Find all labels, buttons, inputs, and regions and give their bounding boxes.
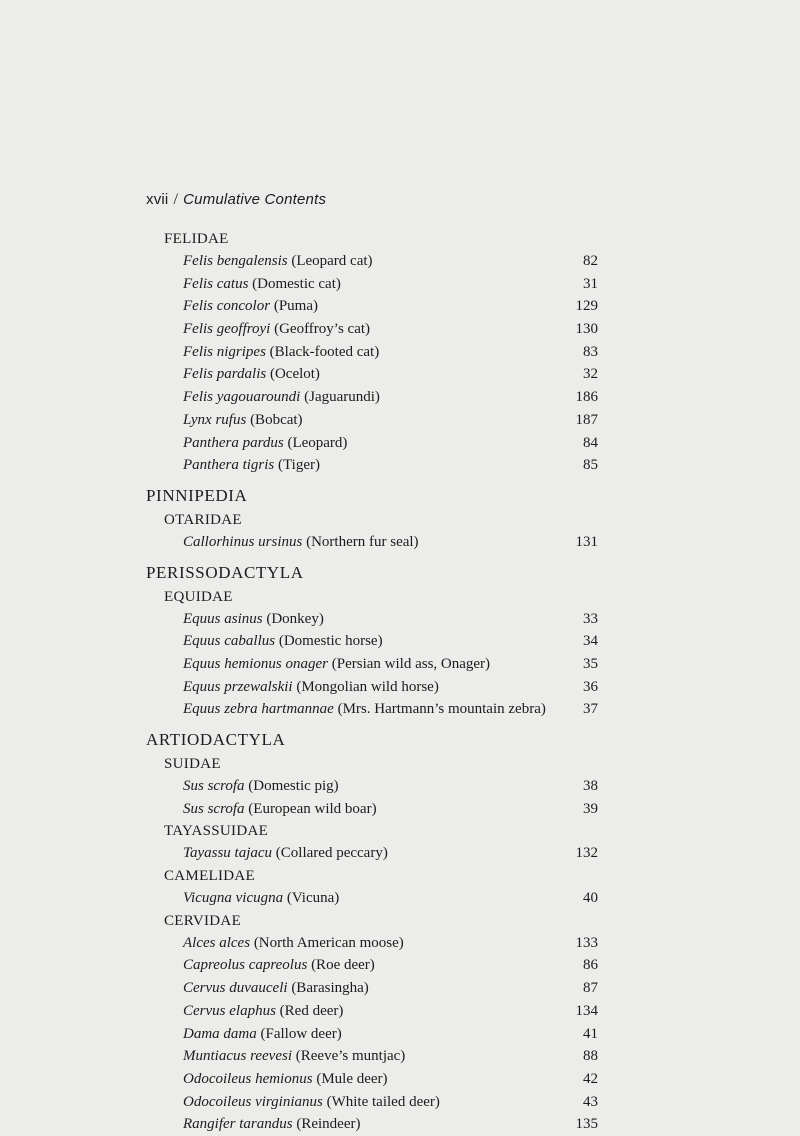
page-ref: 135: [575, 1116, 598, 1133]
common-name: (Bobcat): [250, 411, 303, 428]
page-ref: 82: [583, 253, 598, 269]
species-name: [183, 1113, 360, 1136]
species-name: [183, 842, 388, 865]
species-name: [183, 432, 347, 455]
toc-entry: [146, 341, 598, 364]
scientific-name: Sus scrofa: [183, 800, 245, 817]
order-heading: PERISSODACTYLA: [146, 562, 304, 582]
page-ref: 40: [583, 890, 598, 907]
species-name: [183, 1045, 405, 1068]
toc-entry: [146, 1045, 598, 1068]
toc-entry: [146, 273, 598, 296]
page-ref: 84: [583, 434, 598, 451]
common-name: (Tiger): [278, 457, 320, 474]
species-name: [183, 954, 375, 977]
common-name: (Puma): [273, 298, 318, 315]
page-ref: 130: [575, 321, 598, 338]
common-name: (Barasingha): [291, 980, 369, 997]
common-name: (Vicuna): [286, 890, 340, 907]
toc-entry: [146, 318, 598, 341]
species-name: [183, 608, 324, 631]
toc-entry: [146, 954, 598, 977]
toc-entry: [146, 409, 598, 432]
species-name: [183, 1068, 388, 1091]
species-name: [183, 273, 341, 296]
page-ref: 85: [583, 457, 598, 474]
species-name: [183, 653, 490, 676]
common-name: (Reeve’s muntjac): [295, 1048, 406, 1065]
common-name: (Domestic horse): [278, 633, 383, 650]
page-ref: 133: [575, 934, 598, 951]
common-name: (Red deer): [279, 1002, 344, 1019]
scientific-name: Equus caballus: [183, 633, 276, 650]
page-ref: 31: [583, 275, 598, 292]
species-name: [183, 250, 373, 273]
common-name: (Northern fur seal): [306, 533, 419, 550]
page-ref: 134: [575, 1002, 598, 1019]
species-name: [183, 409, 303, 432]
species-name: [183, 386, 380, 409]
common-name: (Leopard cat): [291, 253, 373, 269]
species-name: [183, 798, 377, 821]
page-ref: 33: [583, 610, 598, 627]
toc-entry: [146, 698, 598, 721]
page-ref: 35: [583, 655, 598, 672]
page-ref: 88: [583, 1048, 598, 1065]
page-ref: 131: [575, 533, 598, 550]
toc-entry: [146, 363, 598, 386]
common-name: (Black-footed cat): [269, 343, 380, 360]
toc-entry: [146, 295, 598, 318]
order-heading: PINNIPEDIA: [146, 485, 248, 505]
species-name: [183, 454, 320, 477]
toc-entry: [146, 608, 598, 631]
common-name: (Mule deer): [316, 1070, 388, 1087]
scientific-name: Odocoileus virginianus: [183, 1093, 323, 1110]
scientific-name: Tayassu tajacu: [183, 845, 273, 862]
page-ref: 186: [575, 389, 598, 406]
toc-entry: [146, 1000, 598, 1023]
toc-entry: [146, 1091, 598, 1114]
species-name: [183, 341, 379, 364]
toc-entry: [146, 798, 598, 821]
page-ref: 87: [583, 980, 598, 997]
toc-entry: [146, 1023, 598, 1046]
family-heading: OTARIDAE: [164, 511, 242, 528]
species-name: [183, 775, 339, 798]
scientific-name: Felis geoffroyi: [183, 321, 271, 338]
common-name: (Fallow deer): [260, 1025, 342, 1042]
header-title: Cumulative Contents: [183, 191, 327, 208]
common-name: (European wild boar): [248, 800, 377, 817]
page-ref: 38: [583, 778, 598, 794]
toc-entry: [146, 386, 598, 409]
page-ref: 83: [583, 343, 598, 360]
common-name: (Roe deer): [311, 957, 375, 974]
species-name: [183, 630, 383, 653]
scientific-name: Odocoileus hemionus: [183, 1070, 313, 1087]
page-ref: 37: [583, 701, 598, 718]
toc-entry: [146, 630, 598, 653]
running-header: [146, 191, 326, 209]
common-name: (Domestic pig): [248, 778, 339, 794]
scientific-name: Alces alces: [183, 934, 251, 951]
toc-entry: [146, 1068, 598, 1091]
scientific-name: Felis catus: [183, 275, 249, 292]
scientific-name: Dama dama: [183, 1025, 257, 1042]
family-heading: SUIDAE: [164, 756, 221, 772]
common-name: (Donkey): [266, 610, 324, 627]
page-ref: 129: [575, 298, 598, 315]
family-heading: CERVIDAE: [164, 912, 242, 929]
common-name: (Leopard): [287, 434, 348, 451]
scientific-name: Felis nigripes: [183, 343, 266, 360]
toc-entry: [146, 250, 598, 273]
toc-entry: [146, 932, 598, 955]
scientific-name: Capreolus capreolus: [183, 957, 308, 974]
scientific-name: Panthera pardus: [183, 434, 284, 451]
page-ref: 36: [583, 678, 598, 695]
species-name: [183, 932, 404, 955]
common-name: (Ocelot): [269, 366, 320, 383]
scientific-name: Felis pardalis: [183, 366, 267, 383]
toc-entry: [146, 653, 598, 676]
page-number: xvii: [146, 191, 169, 208]
scientific-name: Callorhinus ursinus: [183, 533, 303, 550]
species-name: [183, 318, 370, 341]
page-ref: 41: [583, 1025, 598, 1042]
common-name: (Geoffroy’s cat): [274, 321, 371, 338]
family-heading: CAMELIDAE: [164, 868, 256, 885]
family-heading: TAYASSUIDAE: [164, 823, 269, 840]
scientific-name: Cervus duvauceli: [183, 980, 288, 997]
common-name: (White tailed deer): [326, 1093, 440, 1110]
toc-entry: [146, 842, 598, 865]
toc-entry: [146, 775, 598, 798]
common-name: (North American moose): [253, 934, 404, 951]
scientific-name: Sus scrofa: [183, 778, 245, 794]
scientific-name: Cervus elaphus: [183, 1002, 276, 1019]
scientific-name: Felis concolor: [183, 298, 271, 315]
scientific-name: Felis yagouaroundi: [183, 389, 301, 406]
species-name: [183, 1000, 343, 1023]
toc-entry: [146, 676, 598, 699]
common-name: (Persian wild ass, Onager): [331, 655, 491, 672]
page-ref: 187: [575, 411, 598, 428]
scientific-name: Equus przewalskii: [183, 678, 293, 695]
family-heading: EQUIDAE: [164, 588, 233, 605]
page-ref: 39: [583, 800, 598, 817]
species-name: [183, 887, 339, 910]
common-name: (Jaguarundi): [304, 389, 380, 406]
page-ref: 42: [583, 1070, 598, 1087]
scientific-name: Lynx rufus: [183, 411, 247, 428]
scientific-name: Panthera tigris: [183, 457, 275, 474]
toc-entry: [146, 454, 598, 477]
scientific-name: Equus hemionus onager: [183, 655, 328, 672]
page-ref: 34: [583, 633, 598, 650]
page-ref: 132: [575, 845, 598, 862]
toc-entry: [146, 1113, 598, 1136]
page-ref: 32: [583, 366, 598, 383]
species-name: [183, 1023, 342, 1046]
page-ref: 86: [583, 957, 598, 974]
common-name: (Collared peccary): [275, 845, 388, 862]
common-name: (Reindeer): [296, 1116, 361, 1133]
species-name: [183, 1091, 440, 1114]
header-separator: /: [173, 191, 179, 208]
species-name: [183, 676, 439, 699]
scientific-name: Vicugna vicugna: [183, 890, 284, 907]
table-of-contents: [146, 228, 598, 1136]
species-name: [183, 977, 369, 1000]
toc-entry: [146, 531, 598, 554]
scientific-name: Rangifer tarandus: [183, 1116, 293, 1133]
scientific-name: Equus zebra hartmannae: [183, 701, 334, 718]
species-name: [183, 295, 318, 318]
scientific-name: Felis bengalensis: [183, 253, 288, 269]
toc-entry: [146, 977, 598, 1000]
common-name: (Domestic cat): [252, 275, 341, 292]
scientific-name: Muntiacus reevesi: [183, 1048, 292, 1065]
scientific-name: Equus asinus: [183, 610, 263, 627]
page-ref: 43: [583, 1093, 598, 1110]
common-name: (Mongolian wild horse): [296, 678, 439, 695]
common-name: (Mrs. Hartmann’s mountain zebra): [337, 701, 546, 718]
order-heading: ARTIODACTYLA: [146, 730, 286, 749]
toc-entry: [146, 887, 598, 910]
toc-entry: [146, 432, 598, 455]
family-heading: FELIDAE: [164, 231, 229, 247]
species-name: [183, 363, 320, 386]
species-name: [183, 531, 419, 554]
species-name: [183, 698, 546, 721]
